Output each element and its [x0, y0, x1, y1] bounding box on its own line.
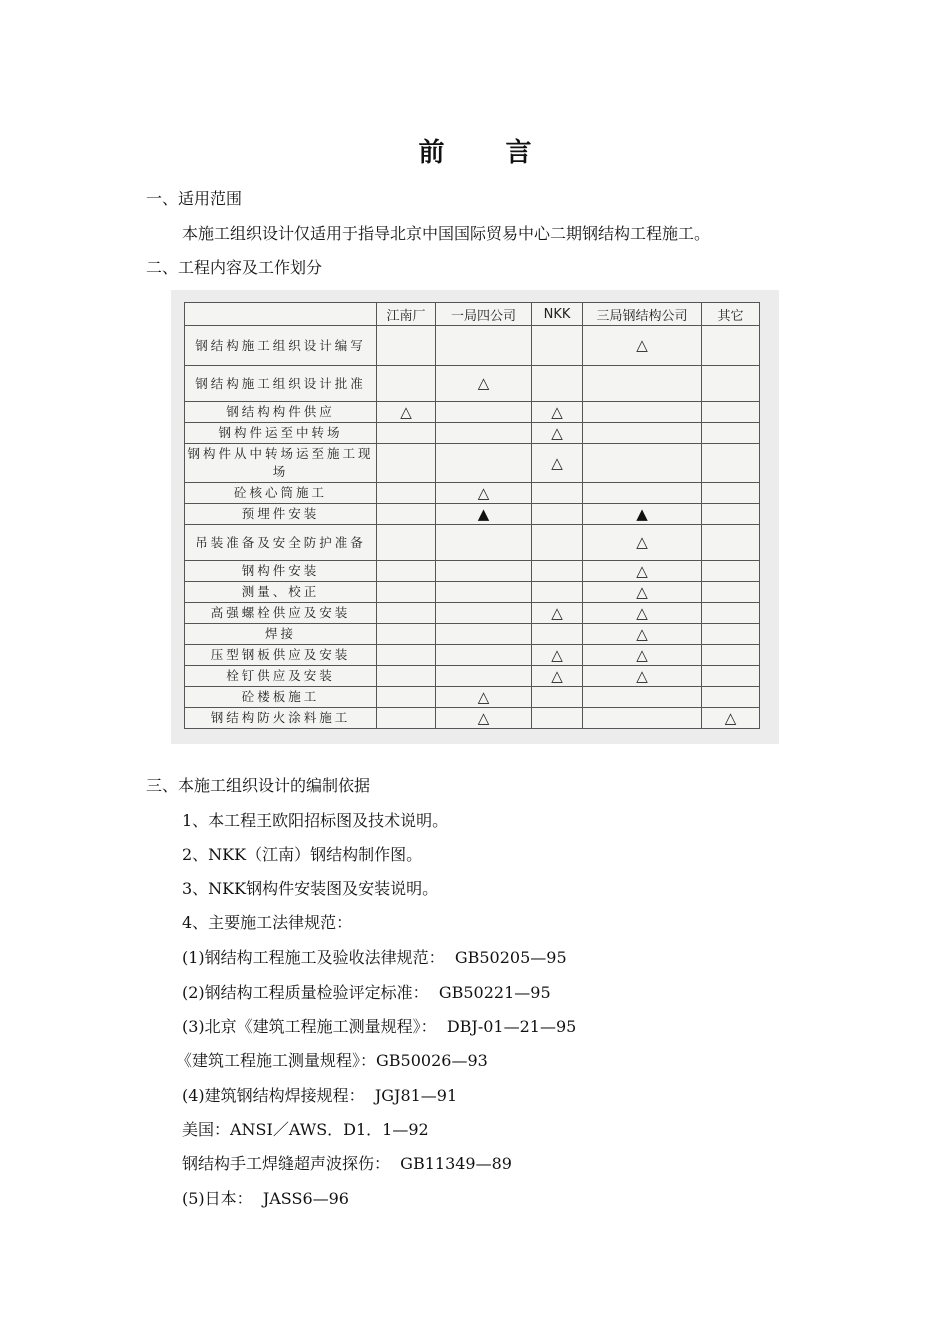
basis-item: (3)北京《建筑工程施工测量规程》： DBJ-01—21—95 [182, 1017, 577, 1036]
responsibility-cell [436, 326, 532, 366]
task-cell: 砼核心筒施工 [185, 483, 377, 504]
table-row [185, 561, 760, 582]
triangle-mark: △ [477, 687, 490, 706]
page-title: 前 言 [418, 138, 558, 168]
responsibility-cell [583, 624, 702, 645]
task-cell: 钢结构防火涂料施工 [185, 708, 377, 729]
responsibility-cell [583, 708, 702, 729]
responsibility-cell [436, 402, 532, 423]
responsibility-cell [377, 423, 436, 444]
responsibility-cell [377, 561, 436, 582]
responsibility-cell [377, 624, 436, 645]
responsibility-cell [702, 708, 760, 729]
task-cell: 吊装准备及安全防护准备 [185, 525, 377, 561]
task-cell: 钢结构施工组织设计编写 [185, 326, 377, 366]
responsibility-cell [377, 687, 436, 708]
table-row [185, 603, 760, 624]
responsibility-cell [436, 504, 532, 525]
triangle-mark: △ [636, 603, 648, 622]
triangle-mark: △ [400, 402, 412, 421]
table-row [185, 525, 760, 561]
basis-item: 3、NKK钢构件安装图及安装说明。 [182, 879, 439, 898]
responsibility-cell [436, 525, 532, 561]
responsibility-cell [702, 603, 760, 624]
responsibility-cell [436, 444, 532, 483]
responsibility-cell [377, 444, 436, 483]
responsibility-cell [532, 624, 583, 645]
responsibility-cell [377, 366, 436, 402]
responsibility-cell [377, 645, 436, 666]
responsibility-cell [583, 603, 702, 624]
triangle-mark: △ [551, 402, 563, 421]
basis-item: 1、本工程王欧阳招标图及技术说明。 [182, 811, 449, 830]
responsibility-cell [532, 582, 583, 603]
responsibility-cell [532, 423, 583, 444]
task-cell: 焊接 [185, 624, 377, 645]
responsibility-cell [436, 366, 532, 402]
column-header: 三局钢结构公司 [583, 303, 702, 326]
task-cell: 钢结构构件供应 [185, 402, 377, 423]
responsibility-cell [702, 444, 760, 483]
triangle-mark: △ [636, 561, 648, 580]
responsibility-cell [702, 483, 760, 504]
responsibility-cell [532, 525, 583, 561]
responsibility-cell [583, 525, 702, 561]
responsibility-cell [532, 603, 583, 624]
responsibility-cell [583, 444, 702, 483]
triangle-mark: △ [551, 453, 563, 472]
table-row [185, 645, 760, 666]
triangle-mark: △ [636, 582, 648, 601]
column-header: 江南厂 [377, 303, 436, 326]
responsibility-cell [702, 504, 760, 525]
basis-item: (4)建筑钢结构焊接规程： JGJ81—91 [182, 1086, 458, 1105]
responsibility-cell [532, 666, 583, 687]
task-cell: 砼楼板施工 [185, 687, 377, 708]
triangle-mark: △ [477, 708, 490, 727]
responsibility-cell [583, 666, 702, 687]
table-row [185, 423, 760, 444]
triangle-mark: △ [551, 423, 563, 442]
responsibility-cell [532, 504, 583, 525]
responsibility-cell [532, 366, 583, 402]
section1-heading: 一、适用范围 [146, 189, 243, 208]
responsibility-cell [583, 402, 702, 423]
responsibility-cell [702, 525, 760, 561]
responsibility-cell [702, 326, 760, 366]
responsibility-cell [377, 708, 436, 729]
table-body [185, 326, 760, 729]
responsibility-cell [702, 366, 760, 402]
responsibility-cell [532, 483, 583, 504]
responsibility-cell [583, 645, 702, 666]
responsibility-cell [583, 687, 702, 708]
responsibility-cell [532, 645, 583, 666]
triangle-mark: △ [551, 645, 563, 664]
table-row [185, 504, 760, 525]
table-row [185, 483, 760, 504]
triangle-mark: △ [477, 374, 490, 392]
table-row [185, 402, 760, 423]
basis-item: 美国：ANSI／AWS．D1．1—92 [182, 1120, 429, 1139]
responsibility-cell [702, 687, 760, 708]
triangle-mark: △ [551, 603, 563, 622]
responsibility-cell [532, 326, 583, 366]
triangle-mark: △ [636, 666, 648, 685]
responsibility-cell [377, 504, 436, 525]
responsibility-cell [532, 687, 583, 708]
responsibility-cell [532, 402, 583, 423]
responsibility-cell [702, 666, 760, 687]
task-cell: 钢构件安装 [185, 561, 377, 582]
responsibility-cell [702, 402, 760, 423]
table-row [185, 326, 760, 366]
responsibility-cell [377, 483, 436, 504]
responsibility-cell [583, 504, 702, 525]
triangle-mark: △ [477, 483, 490, 502]
column-header: NKK [532, 303, 583, 326]
table-row [185, 444, 760, 483]
responsibility-cell [532, 444, 583, 483]
responsibility-cell [436, 423, 532, 444]
basis-item: 2、NKK（江南）钢结构制作图。 [182, 845, 423, 864]
task-cell: 预埋件安装 [185, 504, 377, 525]
responsibility-cell [377, 525, 436, 561]
task-cell: 压型钢板供应及安装 [185, 645, 377, 666]
basis-item: 钢结构手工焊缝超声波探伤： GB11349—89 [182, 1154, 512, 1173]
column-header [185, 303, 377, 326]
responsibility-cell [436, 645, 532, 666]
filled-triangle-mark: ▲ [477, 504, 490, 523]
responsibility-cell [583, 366, 702, 402]
table-row [185, 582, 760, 603]
task-cell: 钢结构施工组织设计批准 [185, 366, 377, 402]
basis-item: 《建筑工程施工测量规程》：GB50026—93 [176, 1051, 488, 1070]
basis-item: 4、主要施工法律规范： [182, 913, 353, 932]
task-cell: 测量、校正 [185, 582, 377, 603]
task-cell: 栓钉供应及安装 [185, 666, 377, 687]
table-header-row [185, 303, 760, 326]
responsibility-cell [377, 666, 436, 687]
responsibility-cell [436, 582, 532, 603]
task-cell: 钢构件运至中转场 [185, 423, 377, 444]
triangle-mark: △ [636, 336, 648, 354]
section2-heading: 二、工程内容及工作划分 [146, 258, 323, 277]
triangle-mark: △ [636, 645, 648, 664]
responsibility-cell [436, 708, 532, 729]
basis-item: (2)钢结构工程质量检验评定标准： GB50221—95 [182, 983, 551, 1002]
filled-triangle-mark: ▲ [636, 504, 648, 523]
table-row [185, 687, 760, 708]
task-cell: 高强螺栓供应及安装 [185, 603, 377, 624]
responsibility-cell [436, 561, 532, 582]
responsibility-cell [702, 645, 760, 666]
triangle-mark: △ [636, 624, 648, 643]
responsibility-cell [583, 326, 702, 366]
triangle-mark: △ [551, 666, 563, 685]
column-header: 其它 [702, 303, 760, 326]
responsibility-cell [436, 666, 532, 687]
responsibility-cell [583, 582, 702, 603]
responsibility-cell [702, 624, 760, 645]
table-row [185, 708, 760, 729]
basis-item: (1)钢结构工程施工及验收法律规范： GB50205—95 [182, 948, 567, 967]
task-cell: 钢构件从中转场运至施工现场 [185, 444, 377, 483]
responsibility-cell [702, 561, 760, 582]
triangle-mark: △ [636, 533, 648, 551]
responsibility-cell [532, 561, 583, 582]
responsibility-cell [436, 624, 532, 645]
responsibility-cell [583, 483, 702, 504]
responsibility-cell [377, 326, 436, 366]
responsibility-cell [377, 402, 436, 423]
column-header: 一局四公司 [436, 303, 532, 326]
responsibility-cell [436, 483, 532, 504]
responsibility-cell [377, 582, 436, 603]
responsibility-cell [377, 603, 436, 624]
work-division-table [184, 302, 760, 729]
responsibility-cell [436, 687, 532, 708]
table-row [185, 366, 760, 402]
table-row [185, 624, 760, 645]
responsibility-cell [583, 423, 702, 444]
triangle-mark: △ [724, 708, 737, 727]
section3-heading: 三、本施工组织设计的编制依据 [146, 776, 371, 795]
responsibility-cell [532, 708, 583, 729]
responsibility-cell [702, 582, 760, 603]
responsibility-cell [702, 423, 760, 444]
responsibility-cell [583, 561, 702, 582]
responsibility-cell [436, 603, 532, 624]
section1-text: 本施工组织设计仅适用于指导北京中国国际贸易中心二期钢结构工程施工。 [182, 224, 711, 243]
table-row [185, 666, 760, 687]
basis-item: (5)日本： JASS6—96 [182, 1189, 349, 1208]
